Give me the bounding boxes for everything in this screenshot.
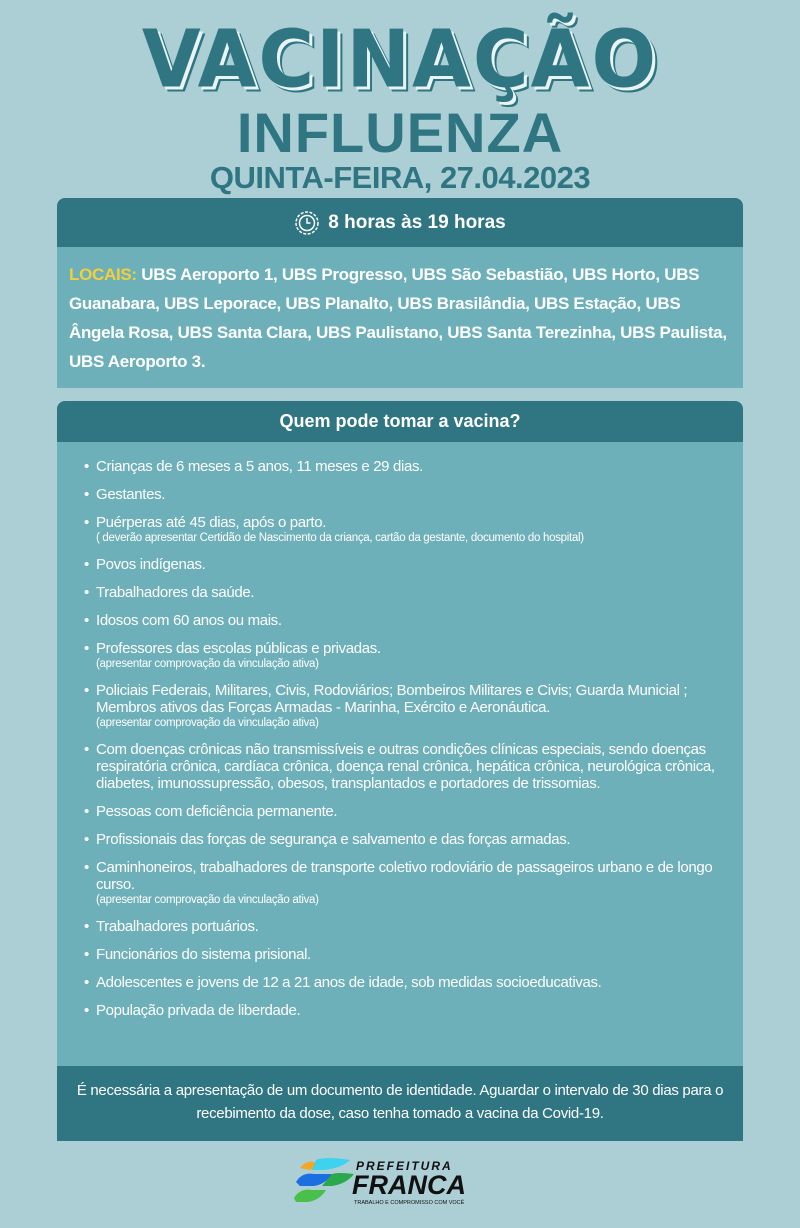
eligibility-item	[84, 1002, 723, 1019]
item-text: Crianças de 6 meses a 5 anos, 11 meses e 29 dias.	[96, 458, 423, 475]
item-text: Caminhoneiros, trabalhadores de transporte coletivo rodoviário de passageiros urbano e de longo curso.	[96, 859, 713, 893]
locations-list: UBS Aeroporto 1, UBS Progresso, UBS São Sebastião, UBS Horto, UBS Guanabara, UBS Leporace, UBS Planalto, UBS Brasilândia, UBS Estação, UBS Ângela Rosa, UBS Santa Clara, UBS Paulistano, UBS Santa Terezinha, UBS Paulista, UBS Aeroporto 3.	[69, 265, 727, 371]
eligibility-item	[84, 741, 723, 792]
eligibility-item	[84, 803, 723, 820]
eligibility-item	[84, 946, 723, 963]
schedule-hours: 8 horas às 19 horas	[328, 211, 506, 233]
locations-text	[57, 247, 743, 376]
item-text: Puérperas até 45 dias, após o parto.	[96, 514, 327, 531]
svg-text:TRABALHO E COMPROMISSO COM VOC: TRABALHO E COMPROMISSO COM VOCÊ	[354, 1200, 465, 1206]
eligibility-title: Quem pode tomar a vacina?	[57, 401, 743, 442]
eligibility-item	[84, 486, 723, 503]
item-text: Trabalhadores da saúde.	[96, 584, 255, 601]
eligibility-footer: É necessária a apresentação de um documento de identidade. Aguardar o intervalo de 30 dias para o recebimento da dose, caso tenha tomado a vacina da Covid-19.	[57, 1066, 743, 1141]
subtitle: INFLUENZA	[236, 101, 564, 164]
title: VACINAÇÃO	[141, 11, 659, 106]
prefeitura-franca-logo	[292, 1154, 472, 1214]
locations-label: LOCAIS:	[69, 265, 137, 284]
clock-icon	[294, 210, 320, 236]
schedule-bar	[57, 198, 743, 247]
item-text: Trabalhadores portuários.	[96, 918, 259, 935]
item-text: Policiais Federais, Militares, Civis, Rodoviários; Bombeiros Militares e Civis; Guarda Municial ; Membros ativos das Forças Armadas - Marinha, Exército e Aeronáutica.	[96, 682, 688, 716]
item-note: (apresentar comprovação da vinculação ativa)	[96, 717, 319, 729]
eligibility-item	[84, 612, 723, 629]
eligibility-item	[84, 640, 723, 671]
item-note: (apresentar comprovação da vinculação ativa)	[96, 658, 319, 670]
eligibility-item	[84, 831, 723, 848]
item-text: Gestantes.	[96, 486, 166, 503]
item-note: ( deverão apresentar Certidão de Nascimento da criança, cartão da gestante, documento do hospital)	[96, 532, 584, 544]
date: QUINTA-FEIRA, 27.04.2023	[209, 160, 591, 195]
item-text: Idosos com 60 anos ou mais.	[96, 612, 282, 629]
item-text: Funcionários do sistema prisional.	[96, 946, 311, 963]
svg-text:FRANCA: FRANCA	[352, 1170, 466, 1200]
item-note: (apresentar comprovação da vinculação ativa)	[96, 894, 319, 906]
eligibility-list	[57, 442, 743, 1019]
eligibility-item	[84, 458, 723, 475]
item-text: Professores das escolas públicas e privadas.	[96, 640, 381, 657]
eligibility-item	[84, 514, 723, 545]
eligibility-item	[84, 859, 723, 907]
eligibility-item	[84, 584, 723, 601]
item-text: Profissionais das forças de segurança e salvamento e das forças armadas.	[96, 831, 571, 848]
item-text: População privada de liberdade.	[96, 1002, 301, 1019]
locations-panel	[57, 198, 743, 388]
eligibility-item	[84, 974, 723, 991]
item-text: Pessoas com deficiência permanente.	[96, 803, 338, 820]
eligibility-item	[84, 918, 723, 935]
item-text: Povos indígenas.	[96, 556, 206, 573]
item-text: Adolescentes e jovens de 12 a 21 anos de idade, sob medidas socioeducativas.	[96, 974, 602, 991]
eligibility-item	[84, 556, 723, 573]
eligibility-panel	[57, 401, 743, 1141]
svg-text:PREFEITURA: PREFEITURA	[356, 1159, 453, 1173]
item-text: Com doenças crônicas não transmissíveis e outras condições clínicas especiais, sendo doenças respiratória crônica, cardíaca crônica, doença renal crônica, hepática crônica, neurológica crônica, diabetes, imunossupressão, obesos, transplantados e portadores de trissomias.	[96, 741, 715, 792]
eligibility-item	[84, 682, 723, 730]
